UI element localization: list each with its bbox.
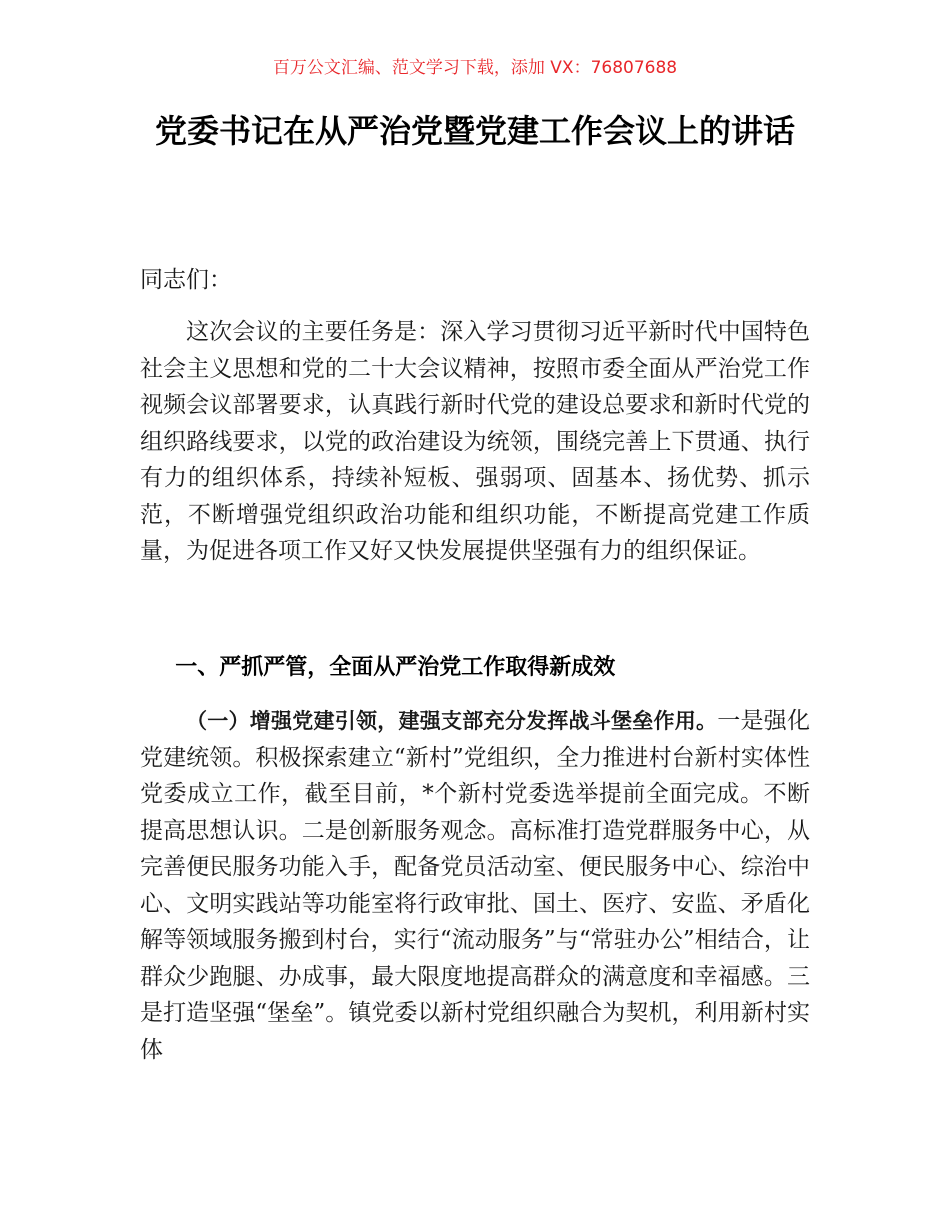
subsection-heading-1: （一）增强党建引领，建强支部充分发挥战斗堡垒作用。 bbox=[186, 709, 718, 733]
subsection-body: 一是强化党建统领。积极探索建立“新村”党组织，全力推进村台新村实体性党委成立工作，截至目前，*个新村党委选举提前全面完成。不断提高思想认识。二是创新服务观念。高标准打造党群服务中心，从完善便民服务功能入手，配备党员活动室、便民服务中心、综治中心、文明实践站等功能室将行政审批、国土、医疗、安监、矛盾化解等领域服务搬到村台，实行“流动服务”与“常驻办公”相结合，让群众少跑腿、办成事，最大限度地提高群众的满意度和幸福感。三是打造坚强“堡垒”。镇党委以新村党组织融合为契机，利用新村实体 bbox=[140, 708, 810, 1063]
watermark-header: 百万公文汇编、范文学习下载，添加 VX：76807688 bbox=[272, 58, 678, 78]
subsection-paragraph bbox=[140, 703, 810, 1068]
document-title: 党委书记在从严治党暨党建工作会议上的讲话 bbox=[154, 112, 795, 150]
salutation: 同志们： bbox=[140, 267, 232, 293]
intro-paragraph: 这次会议的主要任务是：深入学习贯彻习近平新时代中国特色社会主义思想和党的二十大会议精神，按照市委全面从严治党工作视频会议部署要求，认真践行新时代党的建设总要求和新时代党的组织路线要求，以党的政治建设为统领，围绕完善上下贯通、执行有力的组织体系，持续补短板、强弱项、固基本、扬优势、抓示范，不断增强党组织政治功能和组织功能，不断提高党建工作质量，为促进各项工作又好又快发展提供坚强有力的组织保证。 bbox=[140, 319, 810, 564]
section-heading-1: 一、严抓严管，全面从严治党工作取得新成效 bbox=[175, 655, 616, 680]
